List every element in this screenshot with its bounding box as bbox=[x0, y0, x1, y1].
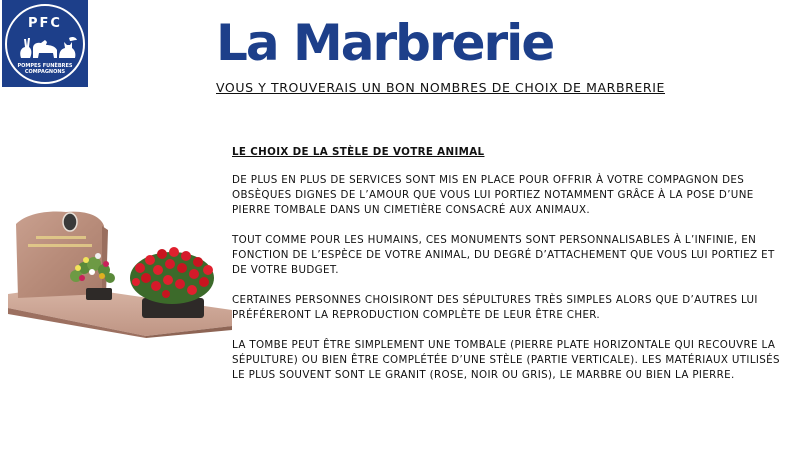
page-subtitle: VOUS Y TROUVERAIS UN BON NOMBRES DE CHOIX DE MARBRERIE bbox=[216, 80, 665, 95]
logo-subtitle bbox=[7, 63, 83, 75]
section-heading: LE CHOIX DE LA STÈLE DE VOTRE ANIMAL bbox=[232, 146, 485, 158]
article bbox=[232, 145, 782, 398]
paragraph-4: LA TOMBE PEUT ÊTRE SIMPLEMENT UNE TOMBALE (PIERRE PLATE HORIZONTALE QUI RECOUVRE LA SÉPULTURE) OU BIEN ÊTRE COMPLÉTÉE D’UNE STÈLE (PARTIE VERTICALE). LES MATÉRIAUX UTILISÉS LE PLUS SOUVENT SONT LE GRANIT (ROSE, NOIR OU GRIS), LE MARBRE OU BIEN LA PIERRE. bbox=[232, 339, 780, 381]
logo-subtitle-line2: COMPAGNONS bbox=[24, 68, 66, 75]
pet-silhouettes-icon bbox=[15, 34, 79, 60]
gravestone-image bbox=[6, 206, 234, 338]
logo-title: PFC bbox=[28, 15, 62, 31]
logo-subtitle-line1: POMPES FUNÈBRES bbox=[17, 62, 73, 69]
paragraph-2: TOUT COMME POUR LES HUMAINS, CES MONUMENTS SONT PERSONNALISABLES À L’INFINIE, EN FONCTION DE L’ESPÈCE DE VOTRE ANIMAL, DU DEGRÉ D’ATTACHEMENT QUE VOUS LUI PORTIEZ ET DE VOTRE BUDGET. bbox=[232, 234, 775, 276]
paragraph-1: DE PLUS EN PLUS DE SERVICES SONT MIS EN PLACE POUR OFFRIR À VOTRE COMPAGNON DES OBSÈQUES DIGNES DE L’AMOUR QUE VOUS LUI PORTIEZ NOTAMMENT GRÂCE À LA POSE D’UNE PIERRE TOMBALE DANS UN CIMETIÈRE CONSACRÉ AUX ANIMAUX. bbox=[232, 174, 754, 216]
paragraph-3: CERTAINES PERSONNES CHOISIRONT DES SÉPULTURES TRÈS SIMPLES ALORS QUE D’AUTRES LUI PRÉFÉRERONT LA REPRODUCTION COMPLÈTE DE LEUR ÊTRE CHER. bbox=[232, 294, 758, 321]
logo-badge bbox=[5, 4, 85, 84]
logo[interactable] bbox=[2, 0, 88, 87]
page-title: La Marbrerie bbox=[216, 14, 554, 72]
